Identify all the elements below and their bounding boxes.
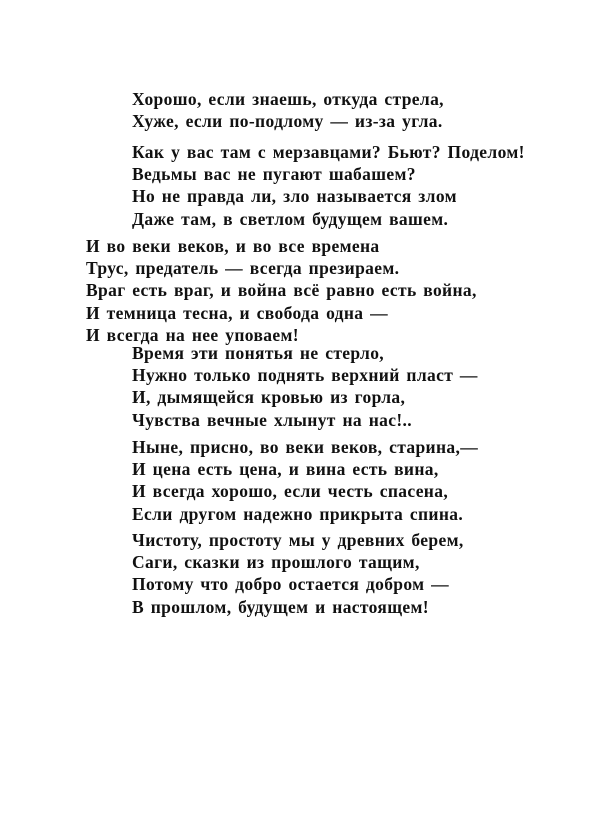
- poem-line: Ведьмы вас не пугают шабашем?: [132, 164, 416, 185]
- stanza-1: [132, 88, 444, 132]
- poem-line: И, дымящейся кровью из горла,: [132, 387, 406, 408]
- poem-line: Чистоту, простоту мы у древних берем,: [132, 530, 464, 550]
- poem-line: И во веки веков, и во все времена: [86, 236, 380, 256]
- poem-line: В прошлом, будущем и настоящем!: [132, 596, 429, 617]
- poem-line: Даже там, в светлом будущем вашем.: [132, 208, 449, 229]
- stanza-4: [132, 342, 478, 431]
- poem-line: И цена есть цена, и вина есть вина,: [132, 459, 439, 480]
- poem-line: Трус, предатель — всегда презираем.: [86, 258, 400, 279]
- stanza-5: [132, 436, 478, 525]
- stanza-3: [86, 235, 477, 346]
- poem-line: Время эти понятья не стерло,: [132, 343, 385, 363]
- poem-line: И всегда хорошо, если честь спасена,: [132, 481, 449, 502]
- poem-line: Саги, сказки из прошлого тащим,: [132, 552, 420, 573]
- stanza-2: [132, 141, 525, 230]
- poem-line: И темница тесна, и свобода одна —: [86, 302, 388, 323]
- poem-line: Как у вас там с мерзавцами? Бьют? Поделом!: [132, 142, 525, 162]
- poem-line: Враг есть враг, и война всё равно есть война,: [86, 280, 477, 301]
- poem-line: И всегда на нее уповаем!: [86, 324, 299, 345]
- poem-line: Хорошо, если знаешь, откуда стрела,: [132, 89, 444, 109]
- poem-line: Если другом надежно прикрыта спина.: [132, 503, 464, 524]
- poem-line: Потому что добро остается добром —: [132, 574, 449, 595]
- poem-line: Хуже, если по-подлому — из-за угла.: [132, 111, 443, 132]
- poem-line: Но не правда ли, зло называется злом: [132, 186, 457, 207]
- poem-line: Чувства вечные хлынут на нас!..: [132, 409, 413, 430]
- stanza-6: [132, 529, 464, 618]
- poem-line: Нужно только поднять верхний пласт —: [132, 365, 478, 386]
- poem-line: Ныне, присно, во веки веков, старина,—: [132, 437, 479, 457]
